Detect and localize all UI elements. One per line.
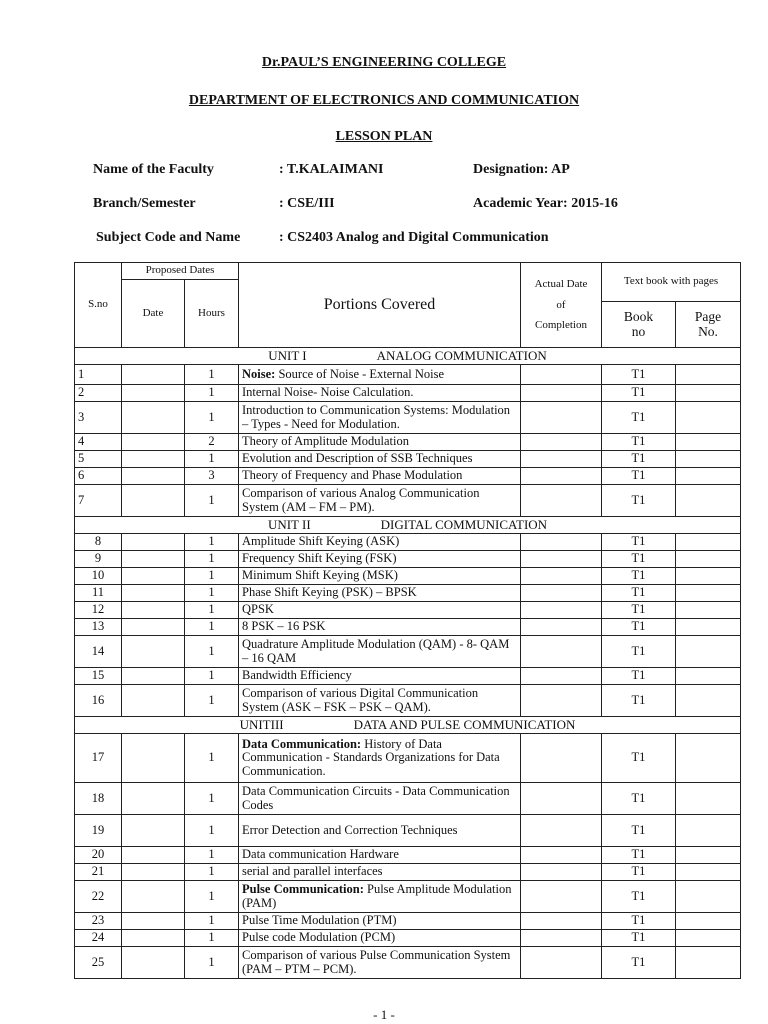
cell-page — [676, 434, 741, 451]
cell-portion — [239, 930, 521, 947]
cell-portion — [239, 365, 521, 385]
cell-date — [122, 385, 185, 402]
table-row — [75, 468, 741, 485]
cell-page — [676, 551, 741, 568]
cell-page — [676, 602, 741, 619]
cell-page — [676, 734, 741, 783]
cell-sno: 9 — [75, 551, 122, 568]
page-number: - 1 - — [373, 1007, 395, 1022]
topic-text: Quadrature Amplitude Modulation (QAM) - 8- QAM – 16 QAM — [242, 637, 510, 665]
college-name: Dr.PAUL’S ENGINEERING COLLEGE — [261, 55, 507, 70]
table-row — [75, 783, 741, 815]
cell-hours: 1 — [185, 551, 239, 568]
unit-header-row — [75, 717, 741, 734]
cell-page — [676, 451, 741, 468]
cell-date — [122, 585, 185, 602]
topic-text: Minimum Shift Keying (MSK) — [242, 568, 398, 583]
topic-text: History of Data Communication - Standards Organizations for Data Communication. — [242, 736, 500, 778]
cell-actual-date — [521, 551, 602, 568]
cell-book: T1 — [602, 864, 676, 881]
cell-hours: 3 — [185, 468, 239, 485]
topic-text: Error Detection and Correction Techniques — [242, 822, 458, 837]
cell-hours: 1 — [185, 783, 239, 815]
topic-text: Source of Noise - External Noise — [275, 366, 445, 381]
table-row — [75, 734, 741, 783]
hours-header: Hours — [185, 280, 239, 348]
cell-date — [122, 365, 185, 385]
cell-hours: 1 — [185, 685, 239, 717]
cell-portion — [239, 815, 521, 847]
cell-page — [676, 783, 741, 815]
cell-portion — [239, 585, 521, 602]
cell-page — [676, 947, 741, 979]
cell-portion — [239, 668, 521, 685]
table-row — [75, 402, 741, 434]
table-row — [75, 568, 741, 585]
cell-hours: 1 — [185, 585, 239, 602]
cell-hours: 1 — [185, 365, 239, 385]
cell-book: T1 — [602, 434, 676, 451]
topic-text: Data communication Hardware — [242, 847, 399, 862]
table-row — [75, 385, 741, 402]
cell-portion — [239, 636, 521, 668]
unit-title — [75, 717, 741, 734]
cell-hours: 1 — [185, 913, 239, 930]
cell-actual-date — [521, 668, 602, 685]
cell-sno: 15 — [75, 668, 122, 685]
cell-page — [676, 815, 741, 847]
cell-sno: 11 — [75, 585, 122, 602]
table-body — [75, 348, 741, 979]
cell-sno: 23 — [75, 913, 122, 930]
cell-actual-date — [521, 864, 602, 881]
cell-actual-date — [521, 930, 602, 947]
table-row — [75, 534, 741, 551]
cell-date — [122, 636, 185, 668]
cell-hours: 1 — [185, 668, 239, 685]
cell-book: T1 — [602, 402, 676, 434]
topic-text: Comparison of various Digital Communication System (ASK – FSK – PSK – QAM). — [242, 686, 479, 714]
branch-label: Branch/Semester — [93, 196, 196, 211]
book-no-header: Book no — [602, 302, 676, 348]
lesson-plan-table — [74, 262, 741, 979]
topic-text: Bandwidth Efficiency — [242, 668, 352, 683]
table-header — [75, 263, 741, 348]
cell-book: T1 — [602, 668, 676, 685]
cell-portion — [239, 385, 521, 402]
cell-sno: 14 — [75, 636, 122, 668]
cell-actual-date — [521, 468, 602, 485]
cell-portion — [239, 451, 521, 468]
cell-actual-date — [521, 485, 602, 517]
topic-text: QPSK — [242, 602, 274, 617]
cell-page — [676, 365, 741, 385]
cell-actual-date — [521, 881, 602, 913]
cell-sno: 18 — [75, 783, 122, 815]
cell-date — [122, 815, 185, 847]
cell-date — [122, 534, 185, 551]
topic-text: Pulse code Modulation (PCM) — [242, 930, 396, 945]
unit-label: UNITIII — [239, 716, 284, 732]
cell-hours: 1 — [185, 568, 239, 585]
subject-value: : CS2403 Analog and Digital Communication — [279, 230, 549, 245]
topic-heading: Noise: — [242, 366, 276, 381]
table-row — [75, 619, 741, 636]
cell-book: T1 — [602, 602, 676, 619]
cell-date — [122, 847, 185, 864]
cell-date — [122, 485, 185, 517]
cell-portion — [239, 434, 521, 451]
cell-actual-date — [521, 385, 602, 402]
unit-name: DATA AND PULSE COMMUNICATION — [353, 716, 576, 732]
cell-hours: 1 — [185, 881, 239, 913]
department-name: DEPARTMENT OF ELECTRONICS AND COMMUNICATION — [188, 93, 580, 108]
cell-book: T1 — [602, 385, 676, 402]
cell-page — [676, 385, 741, 402]
table-row — [75, 947, 741, 979]
cell-hours: 1 — [185, 534, 239, 551]
cell-actual-date — [521, 619, 602, 636]
cell-hours: 1 — [185, 636, 239, 668]
cell-hours: 1 — [185, 385, 239, 402]
cell-book: T1 — [602, 551, 676, 568]
cell-actual-date — [521, 585, 602, 602]
cell-date — [122, 783, 185, 815]
cell-actual-date — [521, 402, 602, 434]
cell-date — [122, 468, 185, 485]
table-row — [75, 815, 741, 847]
cell-book: T1 — [602, 734, 676, 783]
cell-actual-date — [521, 451, 602, 468]
document-title: LESSON PLAN — [335, 129, 433, 144]
cell-book: T1 — [602, 568, 676, 585]
table-row — [75, 668, 741, 685]
cell-book: T1 — [602, 468, 676, 485]
textbook-header: Text book with pages — [602, 263, 741, 302]
topic-text: Data Communication Circuits - Data Communication Codes — [242, 784, 510, 812]
cell-date — [122, 402, 185, 434]
cell-sno: 8 — [75, 534, 122, 551]
cell-page — [676, 568, 741, 585]
unit-header-row — [75, 517, 741, 534]
cell-book: T1 — [602, 881, 676, 913]
faculty-value: : T.KALAIMANI — [279, 162, 384, 177]
table-row — [75, 451, 741, 468]
topic-text: Comparison of various Pulse Communication System (PAM – PTM – PCM). — [242, 948, 511, 976]
actual-date-header: Actual Date of Completion — [521, 263, 602, 348]
page-no-header: Page No. — [676, 302, 741, 348]
cell-page — [676, 402, 741, 434]
cell-date — [122, 602, 185, 619]
cell-date — [122, 864, 185, 881]
portions-covered-header: Portions Covered — [239, 263, 521, 348]
cell-hours: 1 — [185, 619, 239, 636]
academic-year: Academic Year: 2015-16 — [473, 196, 618, 211]
cell-sno: 6 — [75, 468, 122, 485]
cell-sno: 25 — [75, 947, 122, 979]
cell-hours: 1 — [185, 947, 239, 979]
cell-sno: 24 — [75, 930, 122, 947]
topic-text: Theory of Amplitude Modulation — [242, 434, 409, 449]
cell-sno: 2 — [75, 385, 122, 402]
table-row — [75, 434, 741, 451]
cell-hours: 2 — [185, 434, 239, 451]
cell-page — [676, 636, 741, 668]
topic-text: Amplitude Shift Keying (ASK) — [242, 534, 400, 549]
cell-sno: 21 — [75, 864, 122, 881]
cell-date — [122, 551, 185, 568]
cell-portion — [239, 534, 521, 551]
cell-actual-date — [521, 434, 602, 451]
cell-date — [122, 913, 185, 930]
cell-date — [122, 947, 185, 979]
table-row — [75, 602, 741, 619]
cell-date — [122, 451, 185, 468]
cell-book: T1 — [602, 815, 676, 847]
topic-text: Introduction to Communication Systems: Modulation – Types - Need for Modulation. — [242, 403, 511, 431]
cell-page — [676, 847, 741, 864]
cell-hours: 1 — [185, 815, 239, 847]
cell-actual-date — [521, 534, 602, 551]
cell-hours: 1 — [185, 734, 239, 783]
cell-portion — [239, 881, 521, 913]
topic-text: Evolution and Description of SSB Techniques — [242, 451, 473, 466]
table-row — [75, 365, 741, 385]
cell-sno: 16 — [75, 685, 122, 717]
cell-sno: 17 — [75, 734, 122, 783]
topic-text: Theory of Frequency and Phase Modulation — [242, 468, 463, 483]
table-row — [75, 913, 741, 930]
topic-text: Comparison of various Analog Communication System (AM – FM – PM). — [242, 486, 480, 514]
cell-date — [122, 734, 185, 783]
unit-title — [75, 517, 741, 534]
cell-portion — [239, 468, 521, 485]
table-row — [75, 551, 741, 568]
cell-book: T1 — [602, 365, 676, 385]
cell-sno: 19 — [75, 815, 122, 847]
cell-portion — [239, 847, 521, 864]
cell-portion — [239, 568, 521, 585]
cell-portion — [239, 913, 521, 930]
branch-value: : CSE/III — [279, 196, 335, 211]
cell-book: T1 — [602, 847, 676, 864]
cell-book: T1 — [602, 585, 676, 602]
cell-sno: 12 — [75, 602, 122, 619]
cell-page — [676, 881, 741, 913]
cell-book: T1 — [602, 619, 676, 636]
cell-actual-date — [521, 685, 602, 717]
table-row — [75, 485, 741, 517]
cell-date — [122, 930, 185, 947]
cell-date — [122, 619, 185, 636]
cell-actual-date — [521, 847, 602, 864]
cell-date — [122, 881, 185, 913]
proposed-dates-header: Proposed Dates — [122, 263, 239, 280]
cell-hours: 1 — [185, 402, 239, 434]
cell-book: T1 — [602, 451, 676, 468]
cell-sno: 10 — [75, 568, 122, 585]
cell-date — [122, 668, 185, 685]
cell-actual-date — [521, 947, 602, 979]
cell-hours: 1 — [185, 847, 239, 864]
cell-book: T1 — [602, 485, 676, 517]
cell-book: T1 — [602, 534, 676, 551]
cell-sno: 7 — [75, 485, 122, 517]
cell-hours: 1 — [185, 602, 239, 619]
sno-header: S.no — [75, 263, 122, 348]
topic-heading: Data Communication: — [242, 736, 362, 751]
topic-text: Frequency Shift Keying (FSK) — [242, 551, 397, 566]
cell-page — [676, 468, 741, 485]
cell-page — [676, 685, 741, 717]
cell-portion — [239, 685, 521, 717]
cell-date — [122, 685, 185, 717]
cell-book: T1 — [602, 930, 676, 947]
unit-header-row — [75, 348, 741, 365]
cell-page — [676, 619, 741, 636]
cell-book: T1 — [602, 947, 676, 979]
topic-heading: Pulse Communication: — [242, 882, 364, 896]
table-row — [75, 585, 741, 602]
cell-date — [122, 434, 185, 451]
cell-page — [676, 485, 741, 517]
cell-sno: 5 — [75, 451, 122, 468]
cell-portion — [239, 402, 521, 434]
unit-label: UNIT II — [267, 516, 311, 532]
unit-name: DIGITAL COMMUNICATION — [380, 516, 548, 532]
cell-portion — [239, 485, 521, 517]
cell-portion — [239, 783, 521, 815]
cell-hours: 1 — [185, 485, 239, 517]
cell-sno: 22 — [75, 881, 122, 913]
cell-actual-date — [521, 734, 602, 783]
cell-sno: 3 — [75, 402, 122, 434]
unit-label: UNIT I — [268, 347, 307, 363]
cell-book: T1 — [602, 685, 676, 717]
cell-sno: 1 — [75, 365, 122, 385]
cell-hours: 1 — [185, 864, 239, 881]
cell-page — [676, 913, 741, 930]
faculty-label: Name of the Faculty — [93, 162, 214, 177]
subject-label: Subject Code and Name — [96, 230, 241, 245]
cell-book: T1 — [602, 913, 676, 930]
cell-actual-date — [521, 815, 602, 847]
cell-actual-date — [521, 783, 602, 815]
unit-name: ANALOG COMMUNICATION — [376, 347, 547, 363]
cell-actual-date — [521, 636, 602, 668]
date-header: Date — [122, 280, 185, 348]
table-row — [75, 881, 741, 913]
cell-portion — [239, 619, 521, 636]
cell-sno: 4 — [75, 434, 122, 451]
cell-sno: 13 — [75, 619, 122, 636]
cell-book: T1 — [602, 636, 676, 668]
cell-actual-date — [521, 602, 602, 619]
cell-page — [676, 864, 741, 881]
table-row — [75, 864, 741, 881]
table-row — [75, 930, 741, 947]
cell-hours: 1 — [185, 930, 239, 947]
cell-hours: 1 — [185, 451, 239, 468]
cell-page — [676, 668, 741, 685]
topic-text: 8 PSK – 16 PSK — [242, 619, 326, 634]
cell-actual-date — [521, 913, 602, 930]
cell-portion — [239, 602, 521, 619]
topic-text: Pulse Time Modulation (PTM) — [242, 913, 397, 928]
cell-page — [676, 585, 741, 602]
topic-text: Pulse Amplitude Modulation (PAM) — [242, 882, 512, 910]
cell-sno: 20 — [75, 847, 122, 864]
cell-actual-date — [521, 365, 602, 385]
table-row — [75, 636, 741, 668]
designation: Designation: AP — [473, 162, 570, 177]
cell-book: T1 — [602, 783, 676, 815]
table-row — [75, 847, 741, 864]
cell-page — [676, 534, 741, 551]
topic-text: serial and parallel interfaces — [242, 864, 383, 879]
topic-text: Phase Shift Keying (PSK) – BPSK — [242, 585, 417, 600]
cell-portion — [239, 551, 521, 568]
cell-portion — [239, 947, 521, 979]
cell-actual-date — [521, 568, 602, 585]
cell-date — [122, 568, 185, 585]
cell-portion — [239, 734, 521, 783]
table-row — [75, 685, 741, 717]
topic-text: Internal Noise- Noise Calculation. — [242, 385, 414, 400]
unit-title — [75, 348, 741, 365]
cell-page — [676, 930, 741, 947]
cell-portion — [239, 864, 521, 881]
